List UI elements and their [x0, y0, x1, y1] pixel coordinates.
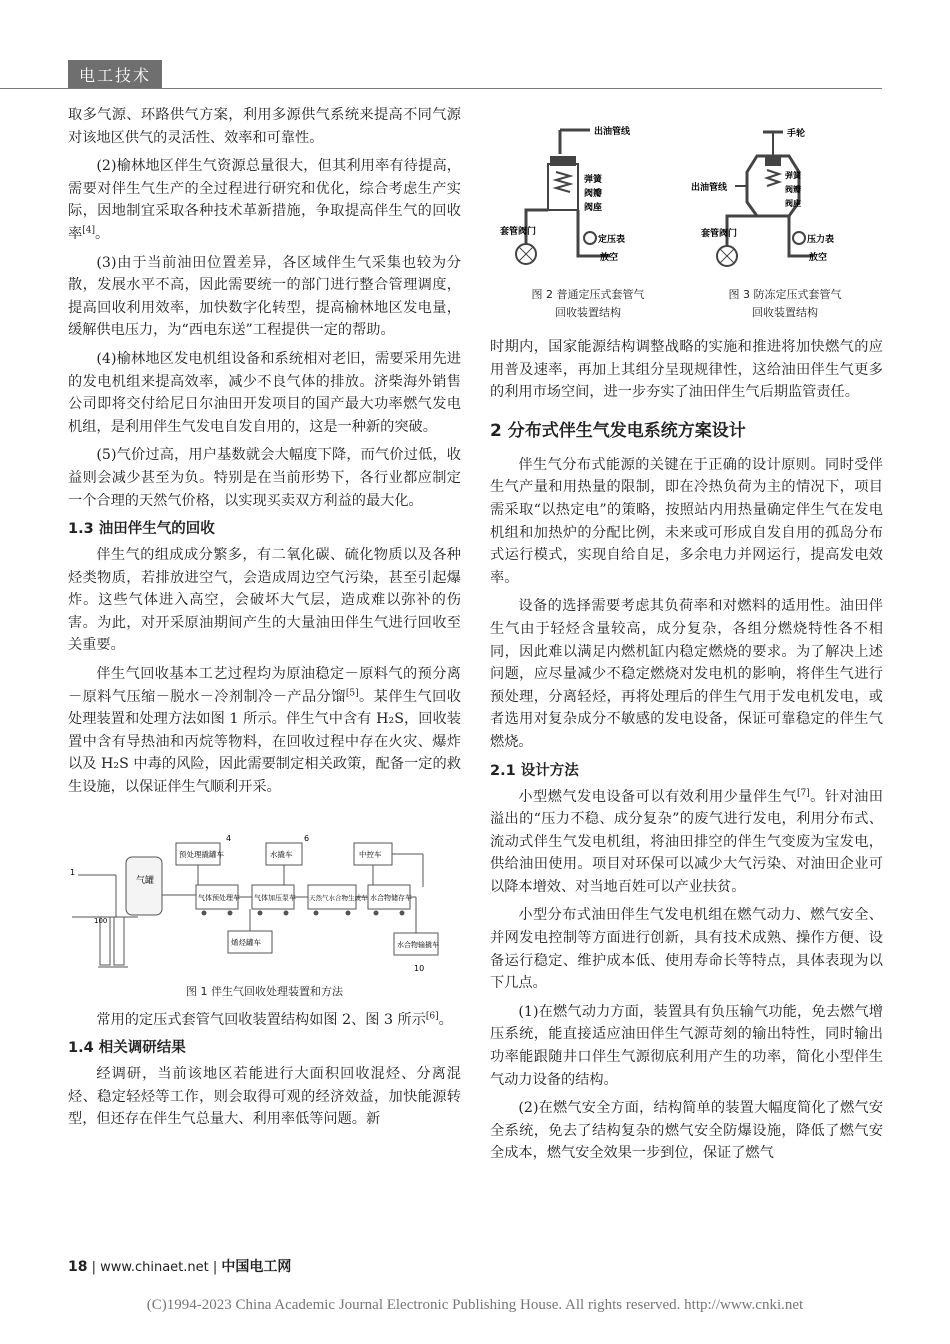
- label-hydrate-tr: 水合物输撬车: [397, 940, 439, 949]
- label-vent: 放空: [809, 253, 828, 263]
- paragraph: (1)在燃气动力方面，装置具有负压输气功能，免去燃气增压系统，能直接适应油田伴生气源苛刻的输出特性，同时输出功率能跟随井口伴生气源彻底利用产生的功率，简化小型伴生气动力设备的结构。: [490, 1003, 883, 1088]
- label-valve-seat: 阀座: [584, 203, 603, 213]
- paragraph: 伴生气分布式能源的关键在于正确的设计原则。同时受伴生气产量和用热量的限制，即在冷热负荷为主的情况下，项目需采取“以热定电”的策略，按照站内用热量确定伴生气在发电机组和加热炉的分配比例，未来或可形成自发自用的孤岛分布式运行模式，实现自给自足，多余电力并网运行，提高发电效率。: [490, 456, 883, 586]
- label-spring: 弹簧: [584, 175, 603, 185]
- paragraph: 伴生气的组成成分繁多，有二氧化碳、硫化物质以及各种烃类物质，若排放进空气，会造成周边空气污染，甚至引起爆炸。这些气体进入高空，会破坏大气层，造成难以弥补的伤害。为此，对开采原油期间产生的大量油田伴生气进行回收至关重要。: [68, 547, 461, 654]
- right-column: [490, 116, 883, 1171]
- paragraph: (2)在燃气安全方面，结构简单的装置大幅度简化了燃气安全系统，免去了结构复杂的燃气安全防爆设施，降低了燃气安全成本，燃气安全效果一步到位，保证了燃气: [490, 1100, 883, 1162]
- section-heading: 2 分布式伴生气发电系统方案设计: [490, 420, 746, 441]
- tank-shape: [126, 857, 162, 915]
- label-tank: 气罐: [136, 875, 155, 886]
- section-heading: 2.1 设计方法: [490, 762, 579, 779]
- paragraph: (2)榆林地区伴生气资源总量很大，但其利用率有待提高，需要对伴生气生产的全过程进行研究和优化，综合考虑生产实际，因地制宜采取各种技术革新措施，争取提高伴生气的回收率[4]。: [68, 158, 461, 242]
- left-column: [68, 104, 461, 1137]
- section-tab: 电工技术: [68, 60, 162, 88]
- paragraph: 小型分布式油田伴生气发电机组在燃气动力、燃气安全、并网发电控制等方面进行创新，具有技术成熟、操作方便、设备运行稳定、维护成本低、使用寿命长等特点，具体表现为以下几点。: [490, 907, 883, 992]
- paragraph: (3)由于当前油田位置差异，各区域伴生气采集也较为分散，发展水平不高，因此需要统一的部门进行整合管理调度，提高回收利用效率，加快数字化转型，提高榆林地区发电量，缓解供电压力，为“西电东送”工程提供一定的帮助。: [68, 254, 461, 339]
- label-gas-press: 气体加压泵车: [254, 893, 296, 902]
- label-handwheel: 手轮: [787, 129, 806, 139]
- label-valve-flap: 阀瓣: [584, 189, 603, 199]
- label-spring: 弹簧: [785, 171, 801, 180]
- section-heading: 1.4 相关调研结果: [68, 1040, 186, 1057]
- process-diagram: [68, 807, 461, 975]
- num-4: 4: [226, 833, 232, 843]
- page-number: 18: [68, 1259, 88, 1275]
- label-gauge: 定压表: [598, 235, 626, 245]
- label-valve-seat: 阀座: [785, 199, 801, 208]
- label-water: 水撬车: [270, 849, 293, 859]
- figure-2-caption: 图 2 普通定压式套管气 回收装置结构: [531, 288, 645, 319]
- label-valve-flap: 阀瓣: [785, 185, 801, 194]
- label-outlet: 出油管线: [594, 127, 631, 137]
- valve-diagram-2: [490, 116, 686, 282]
- label-vent: 放空: [600, 253, 619, 263]
- paragraph: 设备的选择需要考虑其负荷率和对燃料的适用性。油田伴生气由于轻烃含量较高，成分复杂，各组分燃烧特性各不相同，因此难以满足内燃机缸内稳定燃烧的要求。为了解决上述问题，应尽量减少不稳定燃烧对发电机的影响，将伴生气进行预处理，分离轻烃，再将处理后的伴生气用于发电机发电，或者选用对复杂成分不敏感的发电设备，保证可靠稳定的伴生气燃烧。: [490, 598, 883, 750]
- footer-site[interactable]: www.chinaet.net: [100, 1260, 209, 1275]
- section-heading: 1.3 油田伴生气的回收: [68, 521, 215, 538]
- citation[interactable]: [5]: [345, 687, 359, 698]
- label-casing-valve: 套管阀门: [701, 229, 738, 239]
- paragraph: 伴生气回收基本工艺过程均为原油稳定－原料气的预分离－原料气压缩－脱水－冷剂制冷－产品分馏[5]。某伴生气回收处理装置和处理方法如图 1 所示。伴生气中含有 H₂S，回收装置中含有导热油和丙烷等物料，在回收过程中存在火灾、爆炸以及 H₂S 中毒的风险，因此需要制定相关政策，配备一定的救生设施，以保证伴生气顺利开采。: [68, 666, 461, 796]
- paragraph: 时期内，国家能源结构调整战略的实施和推进将加快燃气的应用普及速率，再加上其组分呈现规律性，这给油田伴生气更多的利用市场空间，进一步夯实了油田伴生气后期监管责任。: [490, 339, 883, 401]
- copyright-watermark: (C)1994-2023 China Academic Journal Electronic Publishing House. All rights reserved. http://www.cnki.net: [146, 1297, 804, 1313]
- figures-2-3: [490, 116, 883, 330]
- citation[interactable]: [6]: [425, 1010, 439, 1021]
- label-ng-water: 天然气水合物生成车: [309, 893, 368, 902]
- label-ctrl: 中控车: [359, 849, 382, 859]
- label-pre: 预处理撬罐车: [179, 849, 224, 859]
- figure-2: [490, 116, 686, 330]
- label-hydrate-store: 水合物储存车: [370, 893, 412, 902]
- label-casing-valve: 套管阀门: [500, 227, 537, 237]
- paragraph: (5)气价过高，用户基数就会大幅度下降，而气价过低，收益则会减少甚至为负。特别是在当前形势下，各行业都应制定一个合理的天然气价格，以实现买卖双方利益的最大化。: [68, 447, 461, 509]
- num-6: 6: [304, 833, 310, 843]
- label-olefin: 烯烃罐车: [231, 937, 261, 947]
- label-outlet: 出油管线: [691, 183, 728, 193]
- citation[interactable]: [4]: [82, 225, 95, 236]
- paragraph: 小型燃气发电设备可以有效利用少量伴生气[7]。针对油田溢出的“压力不稳、成分复杂”的废气进行发电，利用分布式、流动式伴生气发电机组，将油田排空的伴生气变废为宝发电，供给油田使用。项目对环保可以减少大气污染、对油田企业可以降本增效、对当地百姓可以产业扶贫。: [490, 787, 883, 895]
- figure-1-caption: 图 1 伴生气回收处理装置和方法: [186, 984, 343, 998]
- figure-1: [68, 807, 461, 979]
- label-gauge: 压力表: [807, 235, 835, 245]
- label-gas-pre: 气体预处理车: [198, 893, 240, 902]
- page-footer: 18 | www.chinaet.net | 中国电工网: [68, 1259, 292, 1275]
- num-10: 10: [414, 963, 425, 973]
- header-rule: [0, 88, 882, 89]
- figure-3: [687, 116, 883, 330]
- num-1: 1: [70, 867, 76, 877]
- paragraph: (4)榆林地区发电机组设备和系统相对老旧，需要采用先进的发电机组来提高效率，减少不良气体的排放。济柴海外销售公司即将交付给尼日尔油田开发项目的国产最大功率燃气发电机组，是利用伴生气发电自发自用的，这是一种新的突破。: [68, 350, 461, 435]
- paragraph: 取多气源、环路供气方案，利用多源供气系统来提高不同气源对该地区供气的灵活性、效率和可靠性。: [68, 107, 461, 146]
- paragraph: 经调研，当前该地区若能进行大面积回收混烃、分离混烃、稳定轻烃等工作，则会取得可观的经济效益，加快能源转型，但还存在伴生气总量大、利用率低等问题。新: [68, 1066, 461, 1128]
- footer-name: 中国电工网: [221, 1259, 292, 1275]
- paragraph: 常用的定压式套管气回收装置结构如图 2、图 3 所示[6]。: [96, 1010, 453, 1028]
- num-100: 100: [94, 916, 108, 925]
- valve-diagram-3: [687, 116, 883, 282]
- citation[interactable]: [7]: [796, 787, 810, 798]
- figure-3-caption: 图 3 防冻定压式套管气 回收装置结构: [728, 288, 842, 319]
